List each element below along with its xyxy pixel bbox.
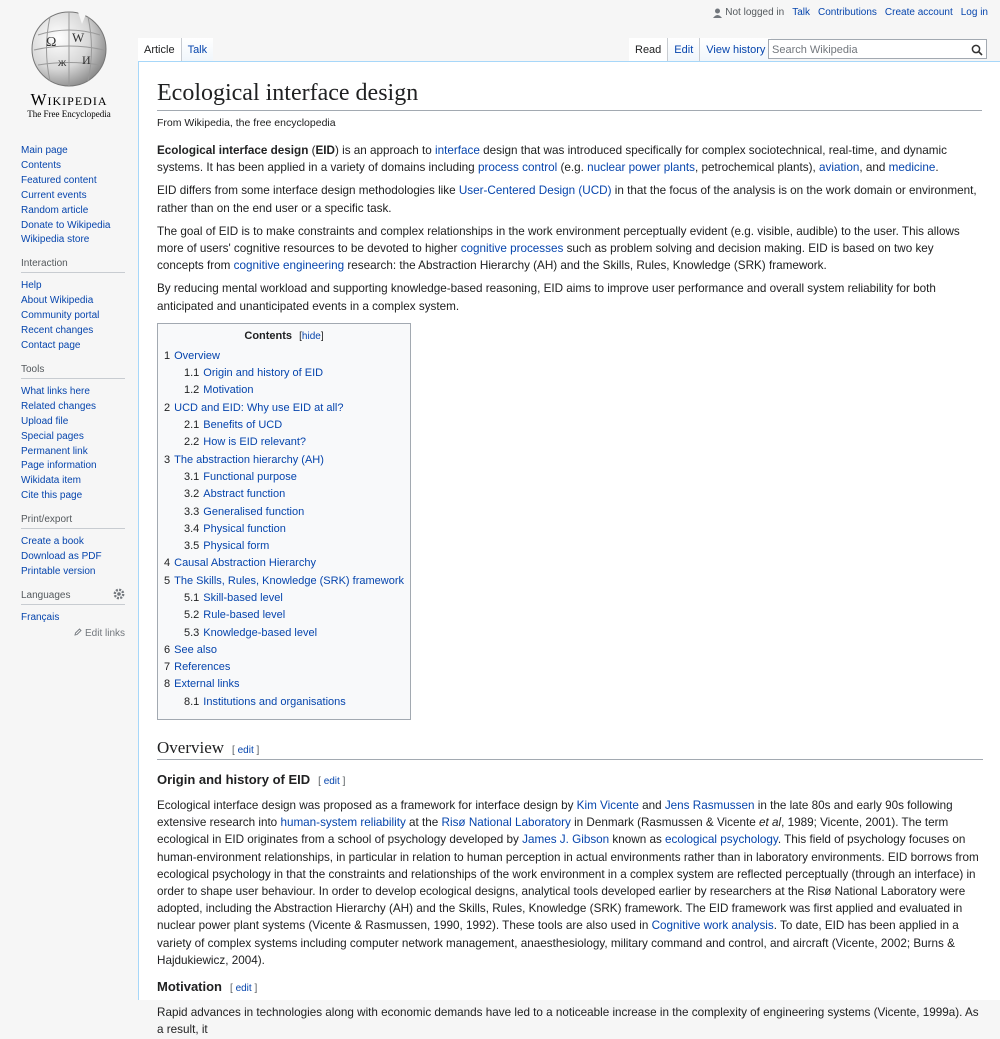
sidebar-item-store[interactable]: Wikipedia store xyxy=(21,234,90,246)
main-content xyxy=(138,61,1000,1037)
toc-number: 3.2 xyxy=(184,488,200,501)
link[interactable]: Kim Vicente xyxy=(576,799,639,813)
sidebar-item-lang-francais[interactable]: Français xyxy=(21,611,60,623)
log-in-link[interactable]: Log in xyxy=(960,7,988,18)
toc-item[interactable] xyxy=(164,676,404,693)
table-of-contents xyxy=(157,323,411,720)
personal-tools xyxy=(713,7,988,18)
tab-article[interactable]: Article xyxy=(138,38,181,62)
toc-link[interactable]: External links xyxy=(174,678,240,691)
toc-item[interactable] xyxy=(164,590,404,607)
contributions-link[interactable]: Contributions xyxy=(818,7,877,18)
sidebar-item-contents[interactable]: Contents xyxy=(21,159,62,171)
toc-item[interactable] xyxy=(164,504,404,521)
toc-title: Contents [hide] xyxy=(244,329,324,342)
toc-number: 3 xyxy=(164,453,171,466)
toc-number: 1.2 xyxy=(184,384,200,397)
article-body xyxy=(157,142,983,1039)
svg-text:И: И xyxy=(82,53,91,67)
toc-number: 3.3 xyxy=(184,505,200,518)
toc-item[interactable] xyxy=(164,452,404,469)
toc-item[interactable] xyxy=(164,694,404,711)
link[interactable]: interface xyxy=(435,144,480,157)
toc-item[interactable] xyxy=(164,382,404,399)
toc-item[interactable] xyxy=(164,365,404,382)
sidebar-heading-print-export: Print/export xyxy=(21,514,125,529)
toc-number: 4 xyxy=(164,557,171,570)
logo-wordmark: Wikipedia xyxy=(30,90,108,109)
search-box xyxy=(768,39,987,59)
toc-number: 2 xyxy=(164,401,171,414)
toc-link[interactable]: References xyxy=(174,661,231,674)
link[interactable]: cognitive processes xyxy=(460,242,564,256)
tab-view-history[interactable]: View history xyxy=(699,38,771,62)
sidebar-navigation xyxy=(21,144,125,248)
sidebar-item-what-links-here[interactable]: What links here xyxy=(21,385,90,397)
sidebar-item-community-portal[interactable]: Community portal xyxy=(21,310,100,322)
svg-text:W: W xyxy=(72,30,85,45)
toc-number: 1 xyxy=(164,349,171,362)
gear-icon[interactable] xyxy=(113,587,125,605)
toc-number: 1.1 xyxy=(184,367,200,380)
sidebar-item-donate[interactable]: Donate to Wikipedia xyxy=(21,219,111,231)
sidebar-item-featured-content[interactable]: Featured content xyxy=(21,174,97,186)
toc-item[interactable] xyxy=(164,486,404,503)
toc-link[interactable]: Causal Abstraction Hierarchy xyxy=(174,557,316,570)
create-account-link[interactable]: Create account xyxy=(884,7,953,18)
link[interactable]: Cognitive work analysis xyxy=(651,919,774,933)
section-heading-motivation: Motivation [ edit ] xyxy=(157,979,258,995)
site-subtitle: From Wikipedia, the free encyclopedia xyxy=(157,117,336,129)
search-input[interactable] xyxy=(769,41,959,59)
sidebar-item-wikidata-item[interactable]: Wikidata item xyxy=(21,475,82,487)
namespace-tabs xyxy=(138,38,213,62)
sidebar-item-download-pdf[interactable]: Download as PDF xyxy=(21,551,102,563)
toc-link[interactable]: Generalised function xyxy=(203,505,305,518)
toc-link[interactable]: Abstract function xyxy=(203,488,286,501)
toc-link[interactable]: Physical form xyxy=(203,540,270,553)
sidebar-item-cite-page[interactable]: Cite this page xyxy=(21,490,83,502)
sidebar-tools xyxy=(21,364,125,504)
toc-number: 2.2 xyxy=(184,436,200,449)
toc-item[interactable] xyxy=(164,538,404,555)
toc-link[interactable]: How is EID relevant? xyxy=(203,436,307,449)
paragraph: Rapid advances in technologies along with economic demands have led to a noticeable increase in the complexity of engineering systems (Vicente, 1999a). As a result, it xyxy=(157,1006,979,1037)
link[interactable]: aviation xyxy=(819,161,860,175)
paragraph: The goal of EID is to make constraints and complex relationships in the work environment perceptually evident (e.g. visible, audible) to the user. This allows more of users' cognitive resources to be devoted to higher cognitive processes such as problem solving and decision making. EID is based on two key concepts from cognitive engineering research: the Abstraction Hierarchy (AH) and the Skills, Rules, Knowledge (SRK) framework. xyxy=(157,224,960,273)
sidebar-item-create-book[interactable]: Create a book xyxy=(21,536,84,548)
toc-item[interactable] xyxy=(164,348,404,365)
toc-link[interactable]: UCD and EID: Why use EID at all? xyxy=(174,401,344,414)
edit-links[interactable]: Edit links xyxy=(21,628,125,639)
svg-text:ж: ж xyxy=(58,55,67,69)
toc-link[interactable]: Rule-based level xyxy=(203,609,286,622)
toc-number: 3.1 xyxy=(184,470,200,483)
toc-number: 6 xyxy=(164,643,171,656)
link[interactable]: Risø National Laboratory xyxy=(441,816,571,830)
search-icon[interactable] xyxy=(971,43,983,61)
link[interactable]: nuclear power plants xyxy=(587,161,695,175)
link[interactable]: cognitive engineering xyxy=(233,259,345,273)
edit-link[interactable]: edit xyxy=(237,745,254,757)
sidebar-item-printable-version[interactable]: Printable version xyxy=(21,565,96,577)
edit-link[interactable]: edit xyxy=(323,776,340,788)
tab-edit[interactable]: Edit xyxy=(667,38,699,62)
toc-link[interactable]: Motivation xyxy=(203,384,254,397)
toc-link[interactable]: Functional purpose xyxy=(203,470,297,483)
toc-number: 5.2 xyxy=(184,609,200,622)
link[interactable]: ecological psychology xyxy=(665,833,778,847)
paragraph: Ecological interface design (EID) is an approach to interface design that was introduced specifically for complex sociotechnical, real-time, and dynamic systems. It has been applied in a variety of domains including process control (e.g. nuclear power plants, petrochemical plants), aviation, and medicine. xyxy=(157,144,947,175)
link[interactable]: User-Centered Design (UCD) xyxy=(458,184,612,198)
section-heading-origin: Origin and history of EID [ edit ] xyxy=(157,772,346,788)
toc-number: 8 xyxy=(164,678,171,691)
toc-link[interactable]: See also xyxy=(174,643,217,656)
toc-link[interactable]: Overview xyxy=(174,349,220,362)
toc-list xyxy=(164,348,404,711)
section-edit: [ edit ] xyxy=(230,983,258,995)
toc-link[interactable]: The Skills, Rules, Knowledge (SRK) framework xyxy=(174,574,404,587)
sidebar-item-permanent-link[interactable]: Permanent link xyxy=(21,445,88,457)
toc-item[interactable] xyxy=(164,400,404,417)
toc-item[interactable] xyxy=(164,625,404,642)
sidebar-print-export xyxy=(21,514,125,580)
toc-item[interactable] xyxy=(164,659,404,676)
toc-item[interactable] xyxy=(164,642,404,659)
sidebar-heading-tools: Tools xyxy=(21,364,125,379)
toc-item[interactable] xyxy=(164,434,404,451)
toc-item[interactable] xyxy=(164,521,404,538)
paragraph: By reducing mental workload and supporting knowledge-based reasoning, EID aims to improve user performance and overall system reliability for both anticipated and unanticipated events in a complex system. xyxy=(157,282,936,313)
toc-link[interactable]: Origin and history of EID xyxy=(203,367,324,380)
toc-number: 3.4 xyxy=(184,522,200,535)
toc-hide-toggle[interactable]: [hide] xyxy=(299,330,324,342)
toc-link[interactable]: Physical function xyxy=(203,522,286,535)
sidebar-item-help[interactable]: Help xyxy=(21,280,42,292)
tab-read[interactable]: Read xyxy=(629,38,667,62)
toc-link[interactable]: Skill-based level xyxy=(203,591,283,604)
sidebar-item-main-page[interactable]: Main page xyxy=(21,145,68,156)
page-title: Ecological interface design xyxy=(157,78,982,111)
user-icon xyxy=(713,8,722,18)
tab-talk[interactable]: Talk xyxy=(181,38,214,62)
toc-link[interactable]: Institutions and organisations xyxy=(203,695,346,708)
toc-number: 8.1 xyxy=(184,695,200,708)
sidebar-heading-interaction: Interaction xyxy=(21,258,125,273)
svg-text:Ω: Ω xyxy=(46,35,57,50)
sidebar-languages xyxy=(21,590,125,639)
toc-item[interactable] xyxy=(164,573,404,590)
link[interactable]: Jens Rasmussen xyxy=(664,799,755,813)
section-edit: [ edit ] xyxy=(318,776,346,788)
paragraph: Ecological interface design was proposed as a framework for interface design by Kim Vicente and Jens Rasmussen in the late 80s and early 90s following extensive research into human-system reliability at the Risø National Laboratory in Denmark (Rasmussen & Vicente et al, 1989; Vicente, 2001). The term ecological in EID originates from a school of psychology developed by James J. Gibson known as ecological psychology. This field of psychology focuses on human-environment relationships, in particular in relation to human perception in actual environments rather than in laboratory environments. EID borrows from ecological psychology in that the constraints and relationships of the work environment in a complex system are reflected perceptually (through an interface) in order to shape user behaviour. In order to develop ecological designs, analytical tools developed earlier by researchers at the Risø National Laboratory were adopted, including the Abstraction Hierarchy (AH) and the Skills, Rules, Knowledge (SRK) framework. The EID framework was first applied and evaluated in nuclear power plant systems (Vicente & Rasmussen, 1990, 1992). These tools are also used in Cognitive work analysis. To date, EID has been applied in a variety of complex systems including computer network management, anaesthesiology, military command and control, and aircraft (Vicente, 2002; Burns & Hajdukiewicz, 2004). xyxy=(157,799,979,967)
sidebar-item-related-changes[interactable]: Related changes xyxy=(21,400,97,412)
paragraph: EID differs from some interface design methodologies like User-Centered Design (UCD) in that the focus of the analysis is on the work domain or environment, rather than on the end user or a specific task. xyxy=(157,184,977,215)
sidebar-heading-languages: Languages xyxy=(21,590,125,605)
edit-link[interactable]: edit xyxy=(235,983,252,995)
logo-tagline: The Free Encyclopedia xyxy=(27,109,111,119)
sidebar-item-contact[interactable]: Contact page xyxy=(21,339,81,351)
sidebar-item-about[interactable]: About Wikipedia xyxy=(21,295,94,307)
sidebar-interaction xyxy=(21,258,125,354)
sidebar xyxy=(0,140,138,649)
pencil-icon xyxy=(74,628,82,636)
globe-logo-icon xyxy=(28,10,110,88)
toc-number: 5 xyxy=(164,574,171,587)
link[interactable]: process control xyxy=(477,161,558,175)
link[interactable]: human-system reliability xyxy=(280,816,406,830)
toc-item[interactable] xyxy=(164,607,404,624)
toc-item[interactable] xyxy=(164,417,404,434)
link[interactable]: James J. Gibson xyxy=(522,833,610,847)
sidebar-item-recent-changes[interactable]: Recent changes xyxy=(21,325,94,337)
toc-number: 5.3 xyxy=(184,626,200,639)
toc-number: 2.1 xyxy=(184,419,200,432)
toc-link[interactable]: The abstraction hierarchy (AH) xyxy=(174,453,324,466)
toc-number: 5.1 xyxy=(184,591,200,604)
link[interactable]: medicine xyxy=(888,161,936,175)
sidebar-item-current-events[interactable]: Current events xyxy=(21,189,87,201)
toc-item[interactable] xyxy=(164,555,404,572)
section-heading-overview: Overview [ edit ] xyxy=(157,738,983,760)
toc-link[interactable]: Benefits of UCD xyxy=(203,419,283,432)
not-logged-in-status: Not logged in xyxy=(713,7,784,18)
sidebar-item-random-article[interactable]: Random article xyxy=(21,204,89,216)
toc-link[interactable]: Knowledge-based level xyxy=(203,626,318,639)
section-edit: [ edit ] xyxy=(232,745,260,757)
wikipedia-logo[interactable] xyxy=(0,0,138,132)
toc-number: 3.5 xyxy=(184,540,200,553)
talk-link[interactable]: Talk xyxy=(792,7,810,18)
toc-number: 7 xyxy=(164,661,171,674)
sidebar-item-page-information[interactable]: Page information xyxy=(21,460,97,472)
toc-item[interactable] xyxy=(164,469,404,486)
sidebar-item-upload-file[interactable]: Upload file xyxy=(21,415,69,427)
view-tabs xyxy=(629,38,771,62)
sidebar-item-special-pages[interactable]: Special pages xyxy=(21,430,84,442)
